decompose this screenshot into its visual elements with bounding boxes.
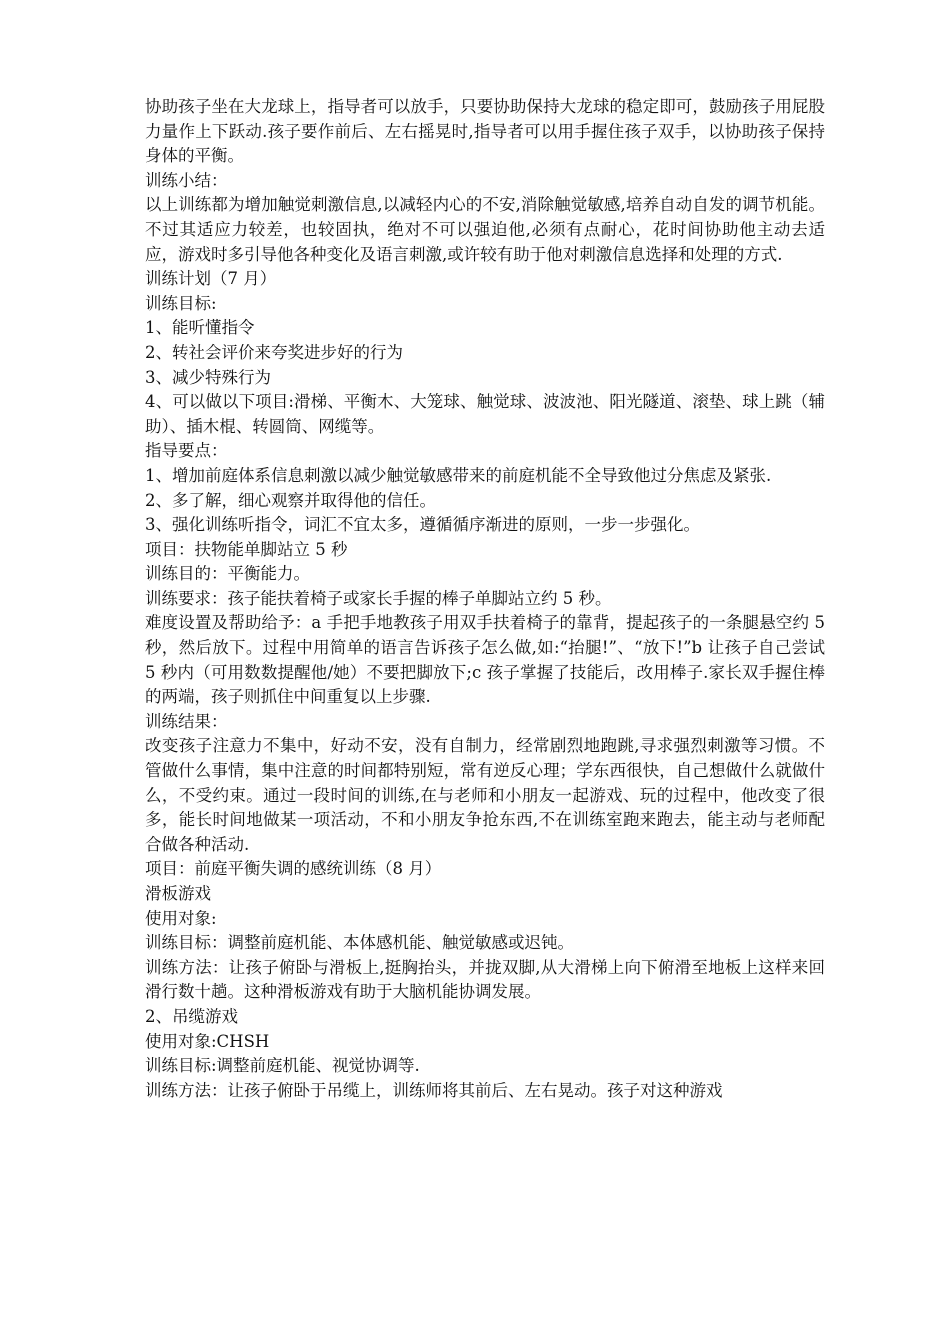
heading-skateboard-game: 滑板游戏 <box>145 884 211 903</box>
goal-item-2: 2、转社会评价来夸奖进步好的行为 <box>145 342 403 362</box>
heading-training-summary: 训练小结： <box>145 170 228 190</box>
guidance-item-3: 3、强化训练听指令，词汇不宜太多，遵循循序渐进的原则，一步一步强化。 <box>145 515 700 535</box>
paragraph-summary: 以上训练都为增加触觉刺激信息,以减轻内心的不安,消除触觉敏感,培养自动自发的调节机能。不过其适应力较差，也较固执，绝对不可以强迫他,必须有点耐心，花时间协助他主动去适应，游戏时多引导他各种变化及语言刺激,或许较有助于他对刺激信息选择和处理的方式. <box>145 195 825 264</box>
heading-project-single-leg: 项目：扶物能单脚站立 5 秒 <box>145 539 348 559</box>
training-goal-skateboard: 训练目标：调整前庭机能、本体感机能、触觉敏感或迟钝。 <box>145 933 574 953</box>
training-requirement: 训练要求：孩子能扶着椅子或家长手握的棒子单脚站立约 5 秒。 <box>145 588 612 608</box>
heading-training-plan-july: 训练计划（7 月） <box>145 269 277 289</box>
training-method-skateboard: 训练方法：让孩子俯卧与滑板上,挺胸抬头，并拢双脚,从大滑梯上向下俯滑至地板上这样来回滑行数十趟。这种滑板游戏有助于大脑机能协调发展。 <box>145 957 825 1002</box>
paragraph-results: 改变孩子注意力不集中，好动不安，没有自制力，经常剧烈地跑跳,寻求强烈刺激等习惯。不管做什么事情，集中注意的时间都特别短，常有逆反心理；学东西很快，自己想做什么就做什么，不受约束。通过一段时间的训练,在与老师和小朋友一起游戏、玩的过程中，他改变了很多，能长时间地做某一项活动，不和小朋友争抢东西,不在训练室跑来跑去，能主动与老师配合做各种活动. <box>145 736 825 854</box>
training-goal-cable: 训练目标:调整前庭机能、视觉协调等. <box>145 1056 420 1076</box>
heading-guidance-points: 指导要点： <box>145 441 228 461</box>
goal-item-3: 3、减少特殊行为 <box>145 367 271 387</box>
heading-training-goals: 训练目标: <box>145 293 217 313</box>
difficulty-and-help: 难度设置及帮助给予：a 手把手地教孩子用双手扶着椅子的靠背，提起孩子的一条腿悬空约 5 秒，然后放下。过程中用简单的语言告诉孩子怎么做,如:“抬腿!”、“放下!”b 让孩子自己尝试 5 秒内（可用数数提醒他/她）不要把脚放下;c 孩子掌握了技能后，改用棒子.家长双手握住棒的两端，孩子则抓住中间重复以上步骤. <box>145 613 825 707</box>
document-page <box>145 95 825 1103</box>
goal-item-1: 1、能听懂指令 <box>145 318 255 338</box>
heading-project-vestibular-august: 项目：前庭平衡失调的感统训练（8 月） <box>145 859 442 879</box>
heading-training-results: 训练结果： <box>145 711 228 731</box>
heading-hanging-cable-game: 2、吊缆游戏 <box>145 1006 238 1026</box>
guidance-item-1: 1、增加前庭体系信息刺激以减少触觉敏感带来的前庭机能不全导致他过分焦虑及紧张. <box>145 465 772 485</box>
target-users-skateboard: 使用对象: <box>145 908 217 928</box>
paragraph-intro: 协助孩子坐在大龙球上，指导者可以放手，只要协助保持大龙球的稳定即可，鼓励孩子用屁股力量作上下跃动.孩子要作前后、左右摇晃时,指导者可以用手握住孩子双手，以协助孩子保持身体的平衡。 <box>145 97 825 166</box>
guidance-item-2: 2、多了解，细心观察并取得他的信任。 <box>145 490 436 510</box>
goal-item-4: 4、可以做以下项目:滑梯、平衡木、大笼球、触觉球、波波池、阳光隧道、滚垫、球上跳（辅助）、插木棍、转圆筒、网缆等。 <box>145 392 825 436</box>
training-method-cable: 训练方法：让孩子俯卧于吊缆上，训练师将其前后、左右晃动。孩子对这种游戏 <box>145 1080 723 1100</box>
training-purpose: 训练目的：平衡能力。 <box>145 564 310 584</box>
target-users-cable: 使用对象:CHSH <box>145 1031 270 1051</box>
